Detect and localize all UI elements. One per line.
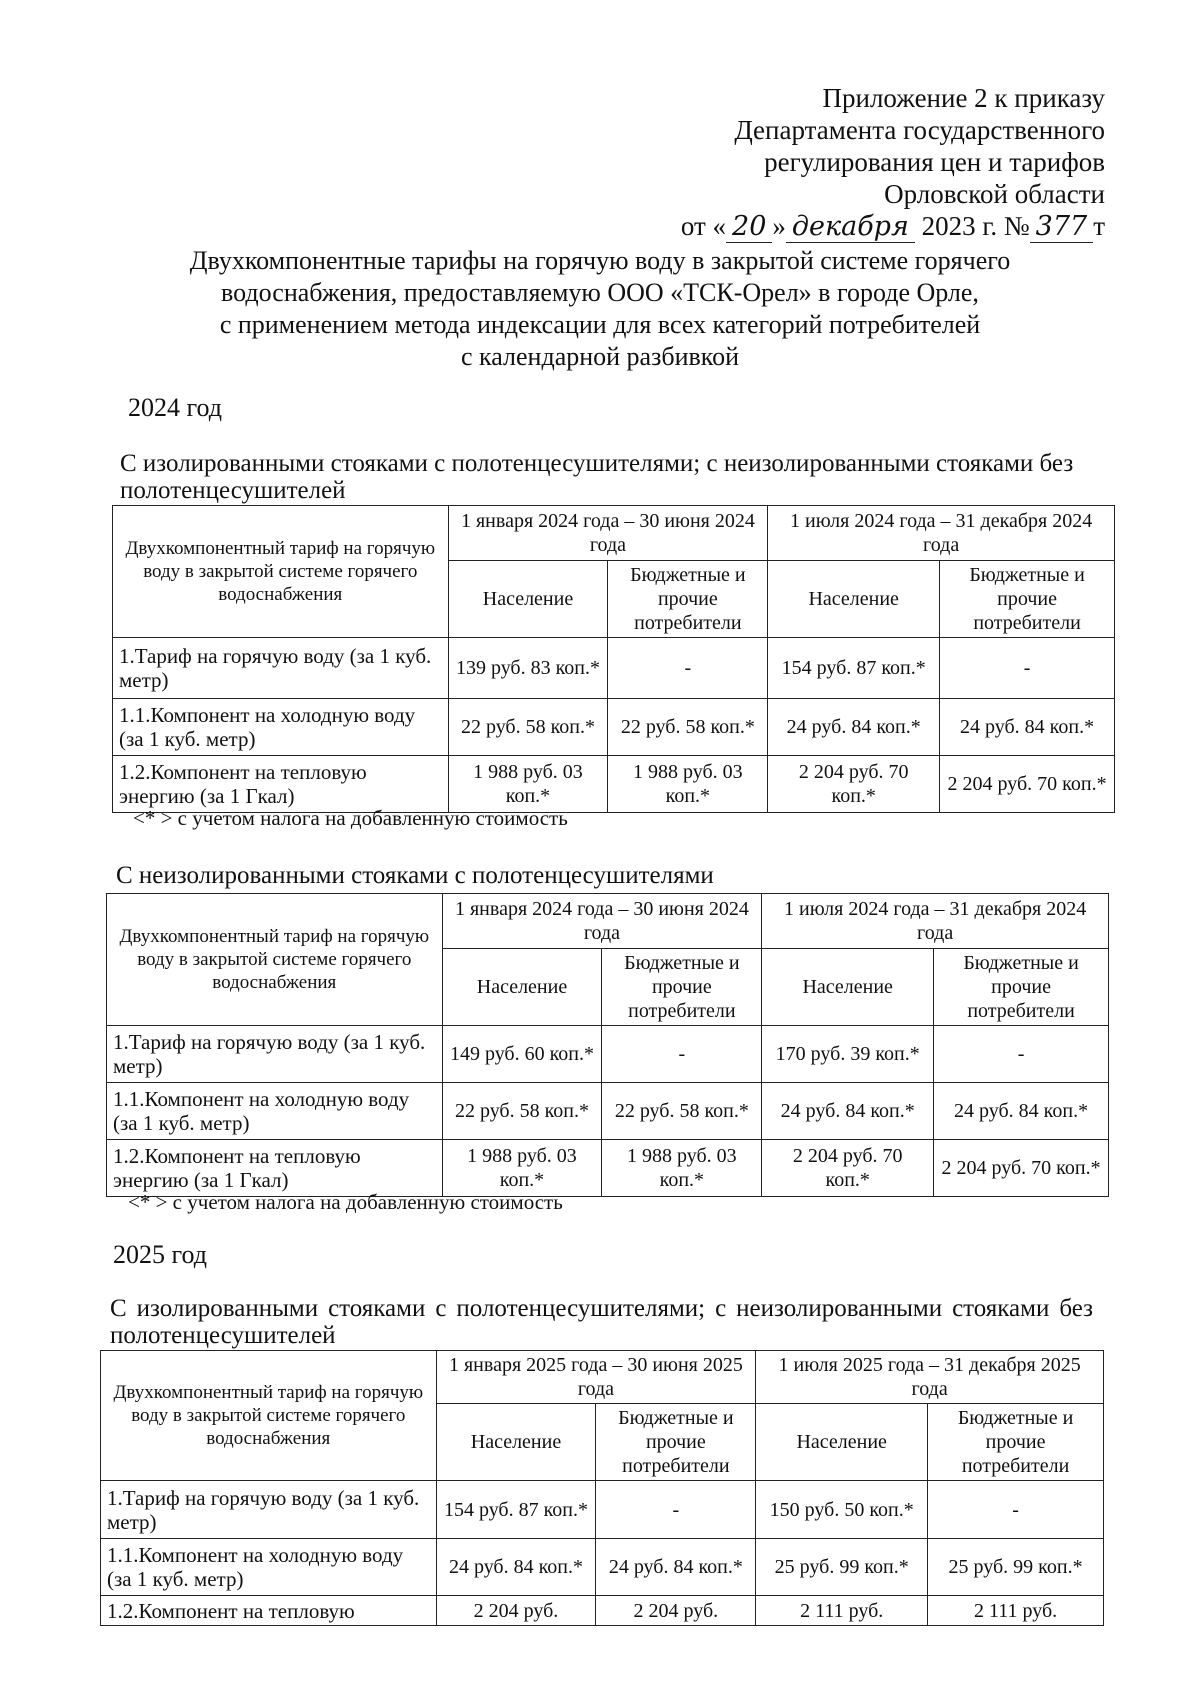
table-cell: 2 204 руб. 70 коп.* xyxy=(934,1140,1109,1197)
table-header-period: 1 января 2024 года – 30 июня 2024 года xyxy=(442,894,762,949)
row-label: 1.2.Компонент на тепловую энергию (за 1 Гкал) xyxy=(107,1140,443,1197)
table-header-budget: Бюджетные и прочие потребители xyxy=(928,1404,1104,1481)
table-cell: 1 988 руб. 03 коп.* xyxy=(608,756,768,813)
table-cell: 25 руб. 99 коп.* xyxy=(756,1539,928,1596)
table-header-period: 1 июля 2024 года – 31 декабря 2024 года xyxy=(768,506,1115,561)
table-header-description: Двухкомпонентный тариф на горячую воду в закрытой системе горячего водоснабжения xyxy=(107,894,443,1026)
handwritten-order-number: 377 xyxy=(1030,211,1094,243)
title-line: Двухкомпонентные тарифы на горячую воду в закрытой системе горячего xyxy=(189,246,1011,275)
table-cell: 2 204 руб. xyxy=(436,1596,596,1626)
table-cell: 24 руб. 84 коп.* xyxy=(940,699,1115,756)
appendix-line: Орловской области xyxy=(884,179,1105,209)
order-date-line xyxy=(681,210,1105,243)
table-cell: 22 руб. 58 коп.* xyxy=(442,1083,602,1140)
table-cell: 150 руб. 50 коп.* xyxy=(756,1481,928,1539)
row-label: 1.Тариф на горячую воду (за 1 куб. метр) xyxy=(113,638,449,699)
table-header-population: Население xyxy=(436,1404,596,1481)
table-cell: 170 руб. 39 коп.* xyxy=(762,1026,934,1083)
table-cell: - xyxy=(928,1481,1104,1539)
appendix-line: Департамента государственного xyxy=(734,115,1105,145)
appendix-header xyxy=(681,82,1105,243)
table-cell: 2 204 руб. 70 коп.* xyxy=(768,756,940,813)
table-cell: 24 руб. 84 коп.* xyxy=(934,1083,1109,1140)
title-line: водоснабжения, предоставляемую ООО «ТСК-Орел» в городе Орле, xyxy=(221,278,979,307)
date-year: 2023 г. № xyxy=(921,211,1030,241)
order-suffix: т xyxy=(1093,211,1105,241)
table-cell: 1 988 руб. 03 коп.* xyxy=(442,1140,602,1197)
tariff-table-3 xyxy=(100,1350,1104,1626)
tariff-table-1 xyxy=(112,505,1115,813)
table-cell: - xyxy=(608,638,768,699)
section-3-title: С изолированными стояками с полотенцесушителями; с неизолированными стояками без полотенцесушителей xyxy=(110,1295,1093,1349)
table-cell: 22 руб. 58 коп.* xyxy=(608,699,768,756)
table-header-period: 1 июля 2024 года – 31 декабря 2024 года xyxy=(762,894,1109,949)
appendix-line: Приложение 2 к приказу xyxy=(822,83,1105,113)
row-label: 1.Тариф на горячую воду (за 1 куб. метр) xyxy=(107,1026,443,1083)
table-header-population: Население xyxy=(448,561,608,638)
title-line: с применением метода индексации для всех категорий потребителей xyxy=(219,310,981,339)
table-header-period: 1 января 2024 года – 30 июня 2024 года xyxy=(448,506,768,561)
table-cell: 2 111 руб. xyxy=(928,1596,1104,1626)
table-header-budget: Бюджетные и прочие потребители xyxy=(608,561,768,638)
row-label: 1.1.Компонент на холодную воду (за 1 куб. метр) xyxy=(101,1539,437,1596)
table-cell: 139 руб. 83 коп.* xyxy=(448,638,608,699)
table-header-population: Население xyxy=(442,949,602,1026)
document-title xyxy=(120,245,1080,373)
table-header-budget: Бюджетные и прочие потребители xyxy=(602,949,762,1026)
table-header-description: Двухкомпонентный тариф на горячую воду в закрытой системе горячего водоснабжения xyxy=(101,1351,437,1481)
table-cell: 22 руб. 58 коп.* xyxy=(448,699,608,756)
table-cell: 1 988 руб. 03 коп.* xyxy=(602,1140,762,1197)
row-label: 1.2.Компонент на тепловую энергию (за 1 Гкал) xyxy=(113,756,449,813)
table-header-population: Население xyxy=(762,949,934,1026)
table-cell: 2 204 руб. 70 коп.* xyxy=(940,756,1115,813)
appendix-line: регулирования цен и тарифов xyxy=(764,147,1105,177)
tariff-table-2 xyxy=(106,893,1109,1197)
table-cell: - xyxy=(596,1481,756,1539)
table-header-period: 1 января 2025 года – 30 июня 2025 года xyxy=(436,1351,756,1404)
handwritten-month: декабря xyxy=(786,211,915,243)
table-cell: 24 руб. 84 коп.* xyxy=(768,699,940,756)
row-label: 1.2.Компонент на тепловую xyxy=(101,1596,437,1626)
date-mid: » xyxy=(772,211,786,241)
table-cell: 154 руб. 87 коп.* xyxy=(768,638,940,699)
date-prefix: от « xyxy=(680,211,727,241)
row-label: 1.Тариф на горячую воду (за 1 куб. метр) xyxy=(101,1481,437,1539)
table-cell: 2 204 руб. xyxy=(596,1596,756,1626)
footnote: <* > с учетом налога на добавленную стоимость xyxy=(128,1190,563,1214)
row-label: 1.1.Компонент на холодную воду (за 1 куб. метр) xyxy=(113,699,449,756)
table-header-population: Население xyxy=(756,1404,928,1481)
year-heading-2024: 2024 год xyxy=(128,393,222,422)
table-header-budget: Бюджетные и прочие потребители xyxy=(934,949,1109,1026)
table-cell: 149 руб. 60 коп.* xyxy=(442,1026,602,1083)
table-cell: 25 руб. 99 коп.* xyxy=(928,1539,1104,1596)
table-cell: 2 204 руб. 70 коп.* xyxy=(762,1140,934,1197)
table-cell: 24 руб. 84 коп.* xyxy=(596,1539,756,1596)
year-heading-2025: 2025 год xyxy=(113,1240,207,1269)
handwritten-day: 20 xyxy=(726,211,772,243)
table-cell: 24 руб. 84 коп.* xyxy=(762,1083,934,1140)
table-header-budget: Бюджетные и прочие потребители xyxy=(940,561,1115,638)
table-cell: 24 руб. 84 коп.* xyxy=(436,1539,596,1596)
title-line: с календарной разбивкой xyxy=(460,342,740,371)
section-2-title: С неизолированными стояками с полотенцесушителями xyxy=(116,862,714,889)
table-header-description: Двухкомпонентный тариф на горячую воду в закрытой системе горячего водоснабжения xyxy=(113,506,449,638)
section-1-title: С изолированными стояками с полотенцесушителями; с неизолированными стояками без полотенцесушителей xyxy=(120,450,1074,504)
table-header-population: Население xyxy=(768,561,940,638)
table-cell: - xyxy=(934,1026,1109,1083)
table-cell: 1 988 руб. 03 коп.* xyxy=(448,756,608,813)
row-label: 1.1.Компонент на холодную воду (за 1 куб. метр) xyxy=(107,1083,443,1140)
table-cell: - xyxy=(602,1026,762,1083)
footnote: <* > с учетом налога на добавленную стоимость xyxy=(133,806,568,830)
table-cell: 154 руб. 87 коп.* xyxy=(436,1481,596,1539)
table-header-period: 1 июля 2025 года – 31 декабря 2025 года xyxy=(756,1351,1104,1404)
table-cell: 2 111 руб. xyxy=(756,1596,928,1626)
table-header-budget: Бюджетные и прочие потребители xyxy=(596,1404,756,1481)
table-cell: - xyxy=(940,638,1115,699)
table-cell: 22 руб. 58 коп.* xyxy=(602,1083,762,1140)
